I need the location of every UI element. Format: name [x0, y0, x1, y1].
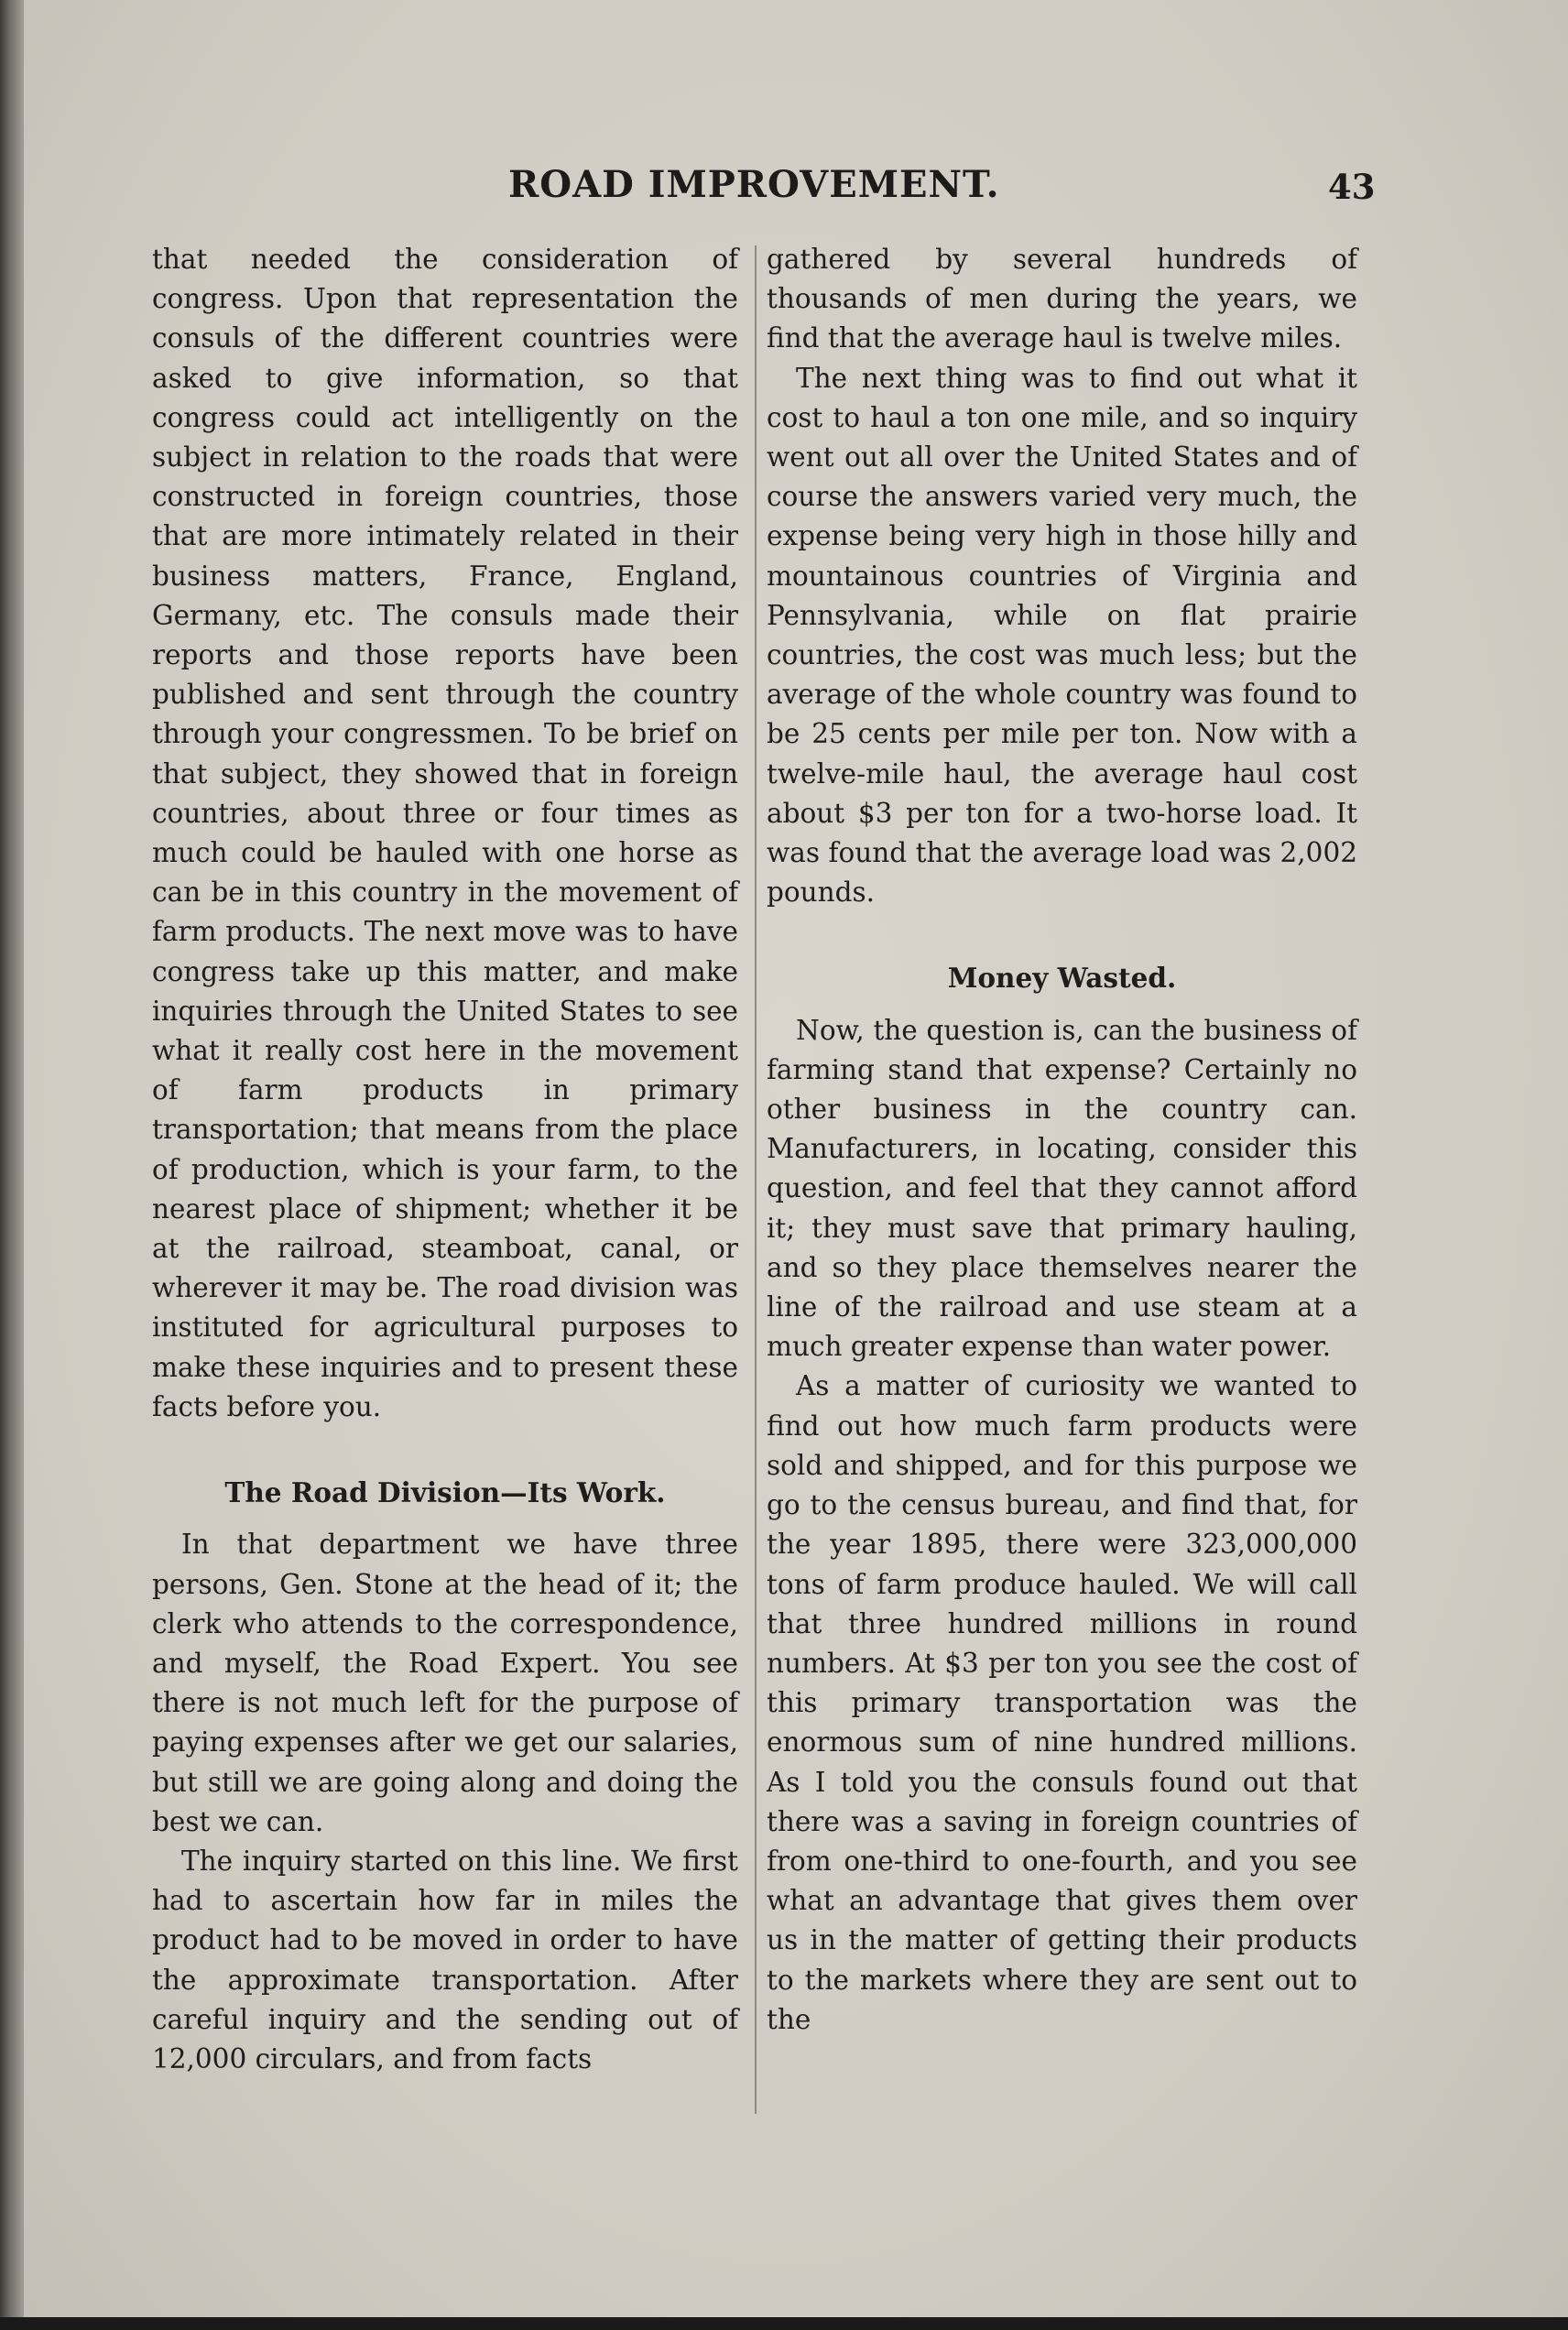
right-paragraph-4: As a matter of curiosity we wanted to find out how much farm products were sold and shipped, and for this purpose we go to the census bureau, and find that, for the year 1895, there were 323,000,000 tons of farm produce hauled. We will call that three hundred millions in round numbers. At $3 per ton you see the cost of this primary transportation was the enormous sum of nine hundred millions. As I told you the consuls found out that there was a saving in foreign countries of from one-third to one-fourth, and you see what an advantage that gives them over us in the matter of getting their products to the markets where they are sent out to the [767, 1370, 1357, 2035]
section-heading-road-division: The Road Division—Its Work. [224, 1476, 666, 1509]
section-heading-money-wasted: Money Wasted. [947, 962, 1177, 995]
right-paragraph-1: gathered by several hundreds of thousands of men during the years, we find that the average haul is twelve miles. [767, 244, 1357, 354]
running-title: ROAD IMPROVEMENT. [508, 163, 1000, 206]
page-number: 43 [1328, 167, 1376, 207]
page-header [0, 163, 1568, 214]
column-divider [755, 245, 757, 2114]
left-paragraph-3: The inquiry started on this line. We first had to ascertain how far in miles the product had to be moved in order to have the approximate transportation. After careful inquiry and the sending out of 12,000 circulars, and from facts [152, 1845, 738, 2074]
left-paragraph-1: that needed the consideration of congress. Upon that representation the consuls of the different countries were asked to give information, so that congress could act intelligently on the subject in relation to the roads that were constructed in foreign countries, those that are more intimately related in their business matters, France, England, Germany, etc. The consuls made their reports and those reports have been published and sent through the country through your congressmen. To be brief on that subject, they showed that in foreign countries, about three or four times as much could be hauled with one horse as can be in this country in the movement of farm products. The next move was to have congress take up this matter, and make inquiries through the United States to see what it really cost here in the movement of farm products in primary transportation; that means from the place of production, which is your farm, to the nearest place of shipment; whether it be at the railroad, steamboat, canal, or wherever it may be. The road division was instituted for agricultural purposes to make these inquiries and to present these facts before you. [152, 244, 738, 1422]
left-paragraph-2: In that department we have three persons, Gen. Stone at the head of it; the clerk who attends to the correspondence, and myself, the Road Expert. You see there is not much left for the purpose of paying expenses after we get our salaries, but still we are going along and doing the best we can. [152, 1529, 738, 1837]
left-column [152, 240, 738, 2079]
right-paragraph-3: Now, the question is, can the business of farming stand that expense? Certainly no other business in the country can. Manufacturers, in locating, consider this question, and feel that they cannot afford it; they must save that primary hauling, and so they place themselves nearer the line of the railroad and use steam at a much greater expense than water power. [767, 1014, 1357, 1363]
right-paragraph-2: The next thing was to find out what it cost to haul a ton one mile, and so inquiry went out all over the United States and of course the answers varied very much, the expense being very high in those hilly and mountainous countries of Virginia and Pennsylvania, while on flat prairie countries, the cost was much less; but the average of the whole country was found to be 25 cents per mile per ton. Now with a twelve-mile haul, the average haul cost about $3 per ton for a two-horse load. It was found that the average load was 2,002 pounds. [767, 362, 1357, 909]
binding-edge [0, 0, 24, 2330]
scan-bottom-edge [0, 2317, 1568, 2330]
right-column [767, 240, 1357, 2040]
